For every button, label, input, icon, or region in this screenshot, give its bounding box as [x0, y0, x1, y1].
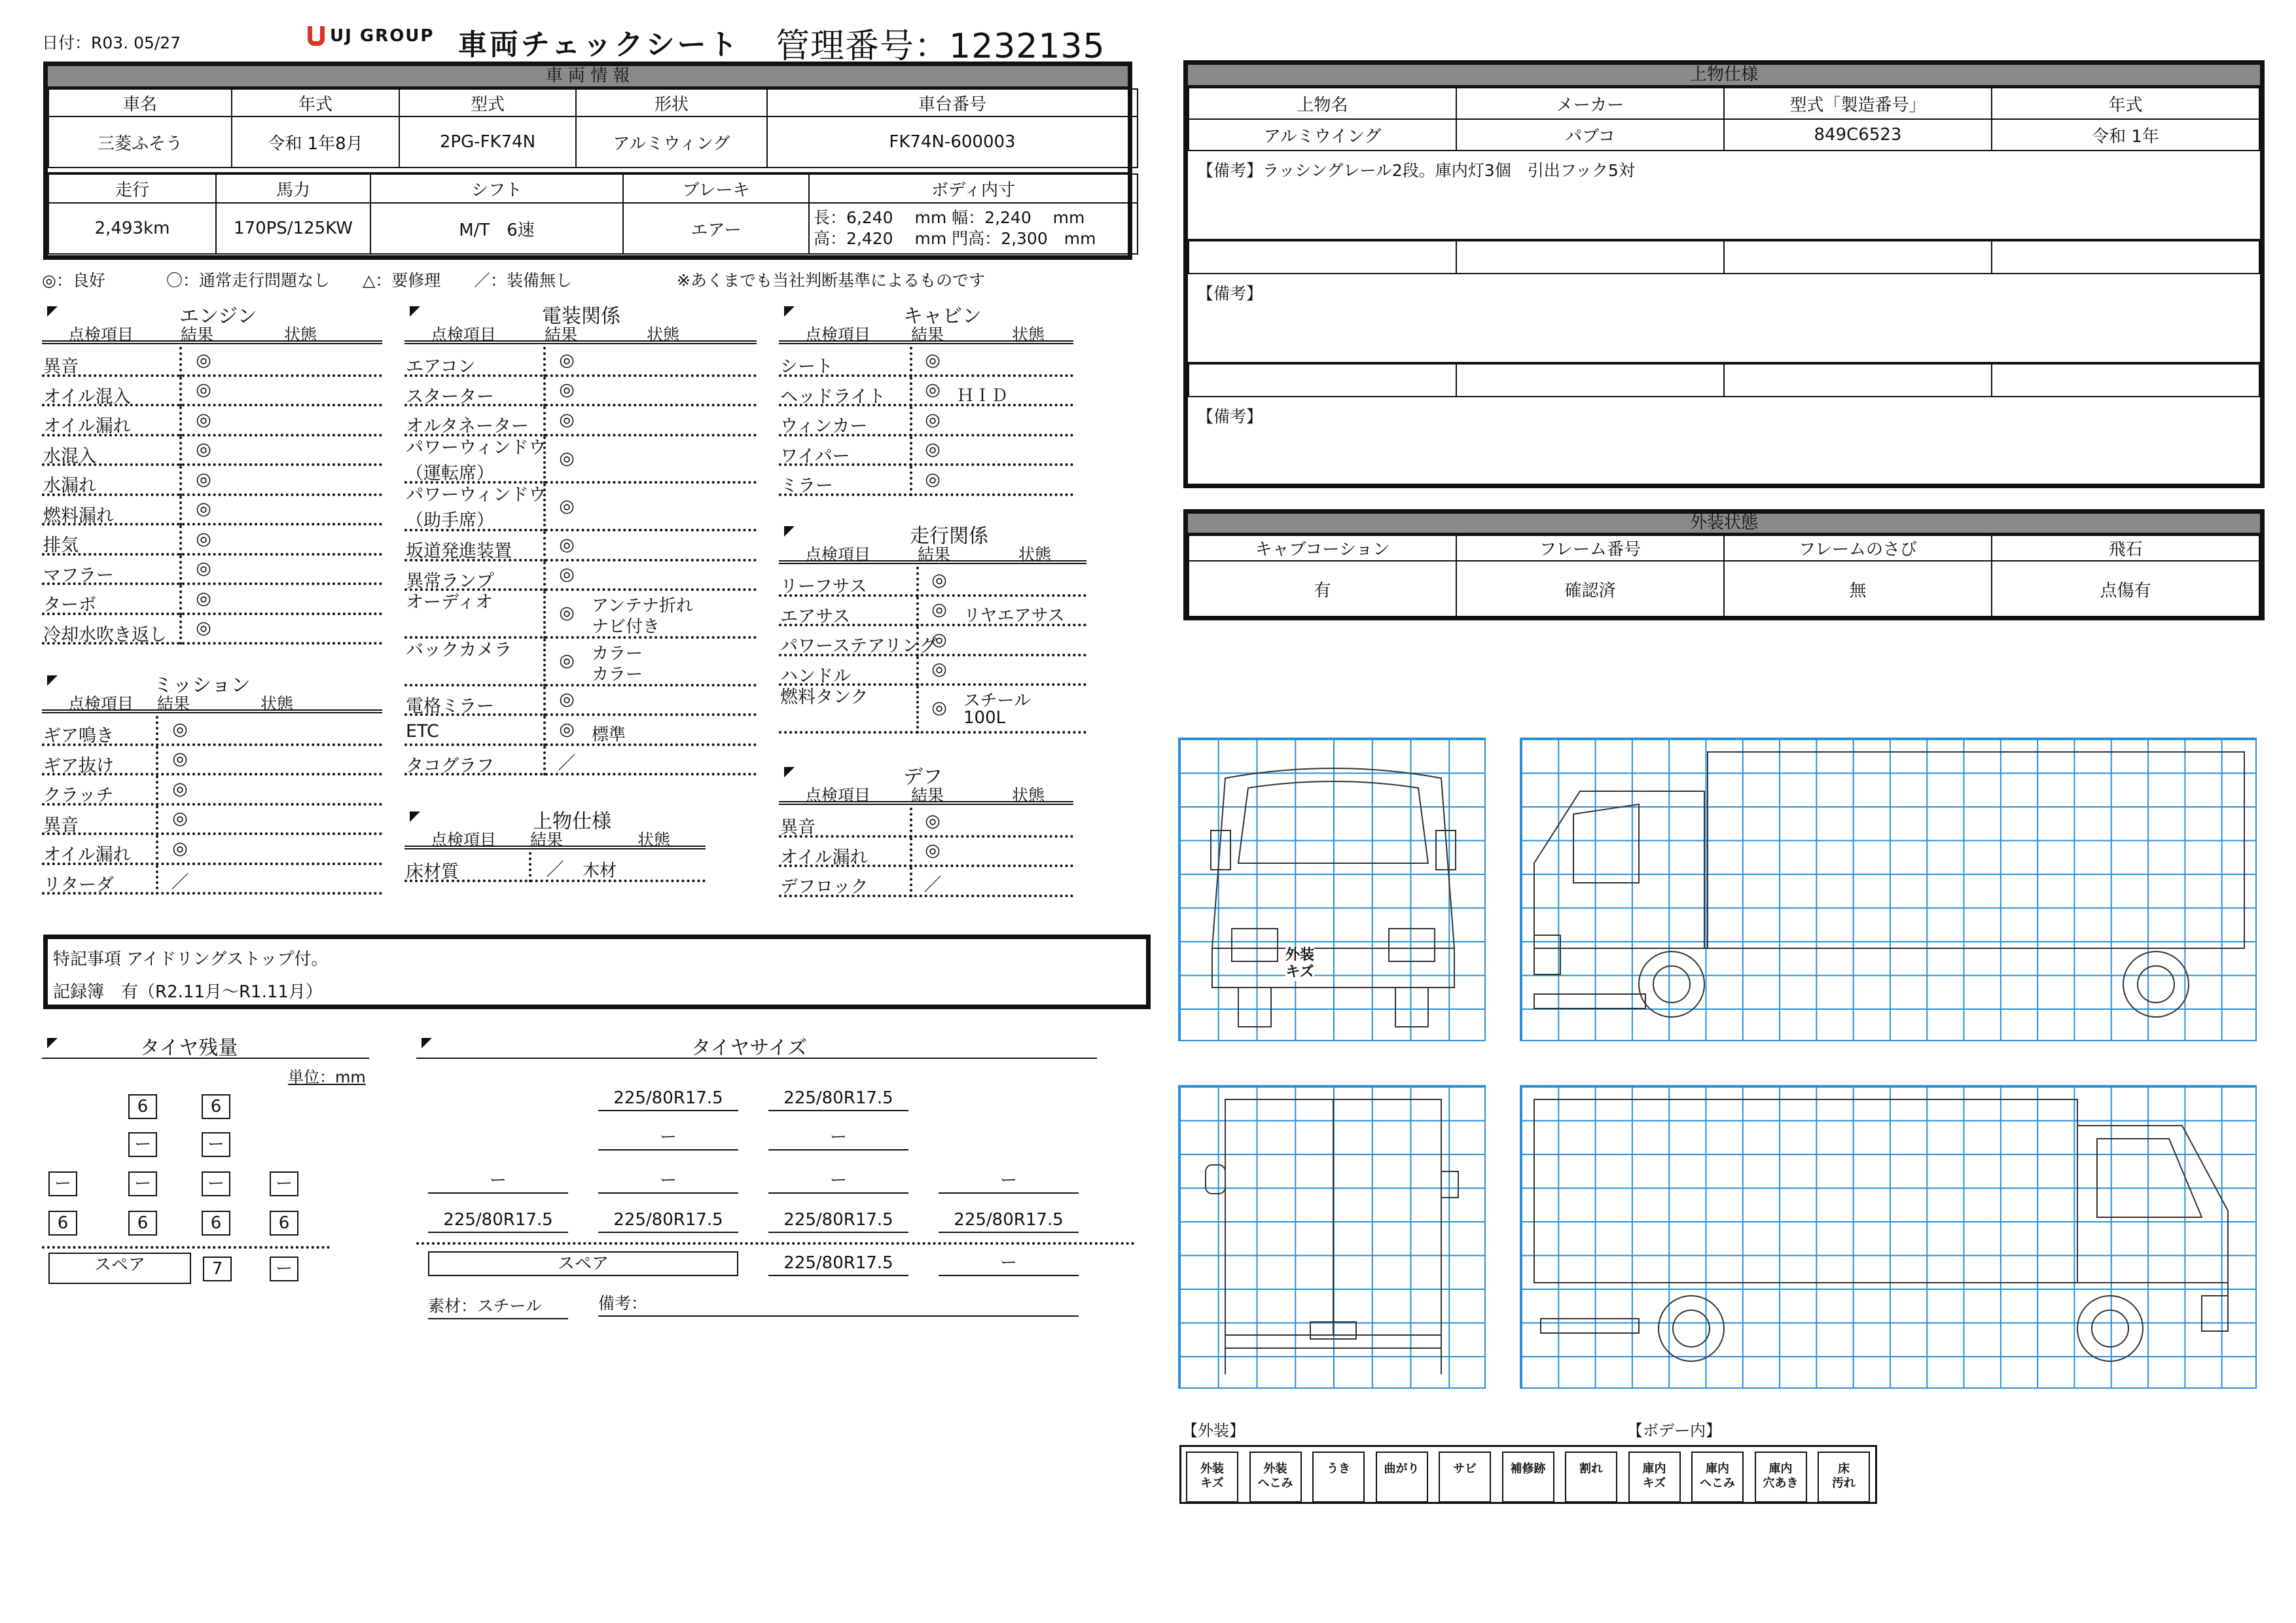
tire-depth-box[interactable]: ー: [48, 1171, 77, 1196]
cabin-row[interactable]: ミラー ◎: [779, 466, 1073, 496]
tire-note: 備考：: [598, 1291, 1079, 1317]
tire-size-field[interactable]: ー: [598, 1124, 738, 1150]
vc1-cell: 車名: [48, 89, 232, 116]
special-remarks: 特記事項 アイドリングストップ付。 記録簿 有（R2.11月～R1.11月）: [43, 935, 1151, 1009]
ec-cell: フレーム番号: [1456, 535, 1724, 561]
spare-label: スペア: [48, 1253, 191, 1284]
ev-cell: 点傷有: [1992, 561, 2259, 617]
cabin-row[interactable]: シート ◎: [779, 347, 1073, 377]
tire-depth-box[interactable]: 6: [128, 1211, 157, 1236]
tire-depth-box[interactable]: ー: [270, 1171, 298, 1196]
uv-cell: 849C6523: [1724, 119, 1992, 151]
vv2-cell: 170PS/125KW: [216, 203, 370, 254]
tire-depth-box[interactable]: ー: [128, 1132, 157, 1157]
front-view-diagram[interactable]: [1178, 738, 1486, 1041]
tire-size-field[interactable]: ー: [939, 1250, 1079, 1276]
upper-note-3: 【備考】: [1197, 407, 1263, 426]
electric-row[interactable]: オーディオ ◎ アンテナ折れ ナビ付き: [404, 591, 757, 639]
tire-depth-box[interactable]: ー: [128, 1171, 157, 1196]
running-row[interactable]: 燃料タンク ◎ スチール 100L: [779, 686, 1086, 734]
upper_spec-title: 上物仕様: [533, 810, 611, 833]
ec-cell: 飛石: [1992, 535, 2259, 561]
tire-size-field[interactable]: 225/80R17.5: [768, 1207, 908, 1233]
section-marker-icon: [410, 306, 420, 317]
cabin-title: キャビン: [903, 305, 982, 328]
tire-depth-box[interactable]: 7: [203, 1257, 232, 1281]
ev-cell: 確認済: [1456, 561, 1724, 617]
electric-row[interactable]: 異常ランプ ◎: [404, 562, 757, 592]
mission-row[interactable]: ギア鳴き ◎: [42, 716, 382, 746]
def-row[interactable]: デフロック ／: [779, 867, 1073, 897]
electric-row[interactable]: 坂道発進装置 ◎: [404, 531, 757, 562]
mission-header: 点検項目 結果 状態: [42, 691, 382, 713]
vv1-cell: FK74N-600003: [767, 116, 1138, 168]
damage-key-chip[interactable]: 曲がり: [1376, 1452, 1428, 1503]
section-marker-icon: [784, 526, 795, 537]
def-header: 点検項目 結果 状態: [779, 783, 1073, 805]
vc1-cell: 型式: [399, 89, 576, 116]
ec-cell: キャブコーション: [1189, 535, 1456, 561]
cabin-header: 点検項目 結果 状態: [779, 322, 1073, 344]
management-number: 管理番号：1232135: [776, 27, 1105, 66]
electric-row[interactable]: スターター ◎: [404, 377, 757, 407]
engine-title: エンジン: [179, 305, 257, 328]
def-row[interactable]: オイル漏れ ◎: [779, 838, 1073, 868]
tire-depth-box[interactable]: 6: [128, 1094, 157, 1119]
electric-header: 点検項目 結果 状態: [404, 322, 757, 344]
engine-row[interactable]: 異音 ◎: [42, 347, 382, 377]
tire-depth-unit: 単位：mm: [288, 1068, 366, 1086]
tire-size-field[interactable]: 225/80R17.5: [768, 1085, 908, 1111]
mission-row[interactable]: 異音 ◎: [42, 806, 382, 836]
damage-key-chip[interactable]: 庫内 へこみ: [1691, 1452, 1744, 1503]
right-side-diagram[interactable]: [1520, 1085, 2257, 1389]
cabin-row[interactable]: ウィンカー ◎: [779, 406, 1073, 437]
vehicle-info-title: 車 両 情 報: [48, 66, 1128, 88]
tire-size-field[interactable]: ー: [598, 1168, 738, 1194]
engine-row[interactable]: 燃料漏れ ◎: [42, 496, 382, 526]
electric-row[interactable]: パワーウィンドウ （助手席） ◎: [404, 484, 757, 531]
mission-row[interactable]: リターダ ／: [42, 865, 382, 895]
engine-row[interactable]: ターボ ◎: [42, 585, 382, 615]
electric-title: 電装関係: [542, 305, 620, 328]
electric-row[interactable]: ETC ◎ 標準: [404, 716, 757, 746]
tire-depth-box[interactable]: 6: [48, 1211, 77, 1236]
vv2-cell: エアー: [623, 203, 809, 254]
vc2-cell: ボディ内寸: [809, 174, 1138, 203]
running-title: 走行関係: [910, 525, 988, 548]
damage-key-chip[interactable]: サビ: [1439, 1452, 1491, 1503]
tire-size-spare-label: スペア: [428, 1251, 738, 1276]
vv1-cell: 令和 1年8月: [232, 116, 399, 168]
def-title: デフ: [903, 766, 942, 789]
mission-title: ミッション: [153, 674, 251, 697]
uc-cell: 上物名: [1189, 88, 1456, 119]
vc2-cell: 馬力: [216, 174, 370, 203]
upper-note-1: 【備考】ラッシングレール2段。庫内灯3個 引出フック5対: [1188, 151, 2260, 240]
mission-row[interactable]: オイル漏れ ◎: [42, 835, 382, 865]
engine-row[interactable]: マフラー ◎: [42, 556, 382, 586]
vv1-cell: 2PG-FK74N: [399, 116, 576, 168]
electric-row[interactable]: 電格ミラー ◎: [404, 687, 757, 717]
ev-cell: 無: [1724, 561, 1992, 617]
section-marker-icon: [47, 675, 58, 686]
cabin-row[interactable]: ワイパー ◎: [779, 437, 1073, 467]
exterior-table: 外装状態 キャブコーション フレーム番号 フレームのさび 飛石 有 確認済 無 点傷有: [1183, 509, 2265, 620]
tire-size-field[interactable]: ー: [939, 1168, 1079, 1194]
tire-depth-box[interactable]: ー: [202, 1171, 230, 1196]
rear-view-diagram[interactable]: [1178, 1085, 1486, 1389]
engine-row[interactable]: 水漏れ ◎: [42, 466, 382, 496]
damage-key-chip[interactable]: 補修跡: [1502, 1452, 1554, 1503]
engine-row[interactable]: オイル混入 ◎: [42, 377, 382, 407]
uv-cell: 令和 1年: [1992, 119, 2259, 151]
legend: ◎：良好 〇：通常走行問題なし △：要修理 ／：装備無し ※あくまでも当社判断基準によるものです: [42, 271, 985, 290]
upper-note-2: 【備考】: [1188, 274, 2260, 363]
running-row[interactable]: ハンドル ◎: [779, 656, 1086, 687]
damage-key-chip[interactable]: うき: [1312, 1452, 1365, 1503]
def-row[interactable]: 異音 ◎: [779, 808, 1073, 838]
damage-mark: 外装 キズ: [1285, 947, 1315, 980]
section-marker-icon: [784, 306, 795, 317]
damage-key-chip[interactable]: 庫内 キズ: [1628, 1452, 1681, 1503]
uc-cell: メーカー: [1456, 88, 1724, 119]
section-marker-icon: [410, 812, 420, 822]
electric-row[interactable]: タコグラフ ／: [404, 746, 757, 776]
ec-cell: フレームのさび: [1724, 535, 1992, 561]
vv2-cell: 2,493km: [48, 203, 216, 254]
vc1-cell: 年式: [232, 89, 399, 116]
upper-spec-table: 上物仕様 上物名 メーカー 型式「製造番号」 年式 アルミウイング パブコ 849C6523 令和 1年 【備考】ラッシングレール2段。庫内灯3個 引出フック5対 【備考】 【備考】: [1183, 60, 2265, 488]
mission-row[interactable]: クラッチ ◎: [42, 776, 382, 806]
company-logo: UJ GROUP: [308, 26, 434, 52]
damage-key-chip[interactable]: 床 汚れ: [1818, 1452, 1870, 1503]
tire-size-field[interactable]: 225/80R17.5: [428, 1207, 568, 1233]
uc-cell: 年式: [1992, 88, 2259, 119]
tire-size-field[interactable]: 225/80R17.5: [939, 1207, 1079, 1233]
running-row[interactable]: パワーステアリング ◎: [779, 626, 1086, 656]
damage-key-chip[interactable]: 割れ: [1565, 1452, 1617, 1503]
logo-mark-icon: [308, 26, 325, 46]
mission-row[interactable]: ギア抜け ◎: [42, 746, 382, 776]
tire-size-field[interactable]: ー: [768, 1124, 908, 1150]
uv-cell: アルミウイング: [1189, 119, 1456, 151]
vc1-cell: 形状: [576, 89, 767, 116]
damage-key-chip[interactable]: 庫内 穴あき: [1755, 1452, 1807, 1503]
section-marker-icon: [784, 767, 795, 777]
damage-key-chip[interactable]: 外装 へこみ: [1249, 1452, 1302, 1503]
body-dimensions: 長：6,240 mm 幅：2,240 mm 高：2,420 mm 門高：2,300 mm: [809, 203, 1138, 254]
ev-cell: 有: [1189, 561, 1456, 617]
tire-size-field[interactable]: 225/80R17.5: [598, 1085, 738, 1111]
left-side-diagram[interactable]: [1520, 738, 2257, 1041]
vc2-cell: ブレーキ: [623, 174, 809, 203]
uc-cell: 型式「製造番号」: [1724, 88, 1992, 119]
section-marker-icon: [47, 306, 58, 317]
engine-row[interactable]: オイル漏れ ◎: [42, 406, 382, 437]
tire-size-field[interactable]: ー: [428, 1168, 568, 1194]
tire-material: 素材：スチール: [428, 1293, 568, 1319]
upper_spec-header: 点検項目 結果 状態: [404, 827, 706, 849]
running-row[interactable]: リーフサス ◎: [779, 567, 1086, 597]
vc2-cell: 走行: [48, 174, 216, 203]
electric-row[interactable]: パワーウィンドウ （運転席） ◎: [404, 437, 757, 484]
body-keys-label: 【ボデー内】: [1627, 1421, 1721, 1440]
engine-row[interactable]: 水混入 ◎: [42, 437, 382, 467]
vv2-cell: M/T 6速: [370, 203, 623, 254]
electric-row[interactable]: バックカメラ ◎ カラー カラー: [404, 639, 757, 687]
date: 日付：R03. 05/27: [42, 33, 181, 52]
vehicle-info-table: [43, 62, 1132, 260]
tire-size-field[interactable]: 225/80R17.5: [598, 1207, 738, 1233]
tire-depth-box[interactable]: ー: [202, 1132, 230, 1157]
sheet-title: 車両チェックシート: [458, 28, 740, 62]
running-header: 点検項目 結果 状態: [779, 542, 1086, 564]
engine-header: 点検項目 結果 状態: [42, 322, 382, 344]
electric-row[interactable]: オルタネーター ◎: [404, 406, 757, 437]
engine-row[interactable]: 排気 ◎: [42, 526, 382, 556]
electric-row[interactable]: エアコン ◎: [404, 347, 757, 377]
vv1-cell: アルミウィング: [576, 116, 767, 168]
tire-depth-box[interactable]: 6: [270, 1211, 298, 1236]
exterior-keys-label: 【外装】: [1182, 1421, 1245, 1440]
running-row[interactable]: エアサス ◎ リヤエアサス: [779, 597, 1086, 627]
tire-depth-box[interactable]: ー: [270, 1257, 298, 1281]
tire-depth-box[interactable]: 6: [202, 1211, 230, 1236]
uv-cell: パブコ: [1456, 119, 1724, 151]
tire-size-field[interactable]: ー: [768, 1168, 908, 1194]
vc2-cell: シフト: [370, 174, 623, 203]
cabin-row[interactable]: ヘッドライト ◎ ＨＩＤ: [779, 377, 1073, 407]
vv1-cell: 三菱ふそう: [48, 116, 232, 168]
engine-row[interactable]: 冷却水吹き返し ◎: [42, 615, 382, 645]
damage-key-chip[interactable]: 外装 キズ: [1186, 1452, 1238, 1503]
tire-size-field[interactable]: 225/80R17.5: [768, 1250, 908, 1276]
tire-depth-box[interactable]: 6: [202, 1094, 230, 1119]
vc1-cell: 車台番号: [767, 89, 1138, 116]
upper_spec-row[interactable]: 床材質 ／ 木材: [404, 852, 706, 882]
